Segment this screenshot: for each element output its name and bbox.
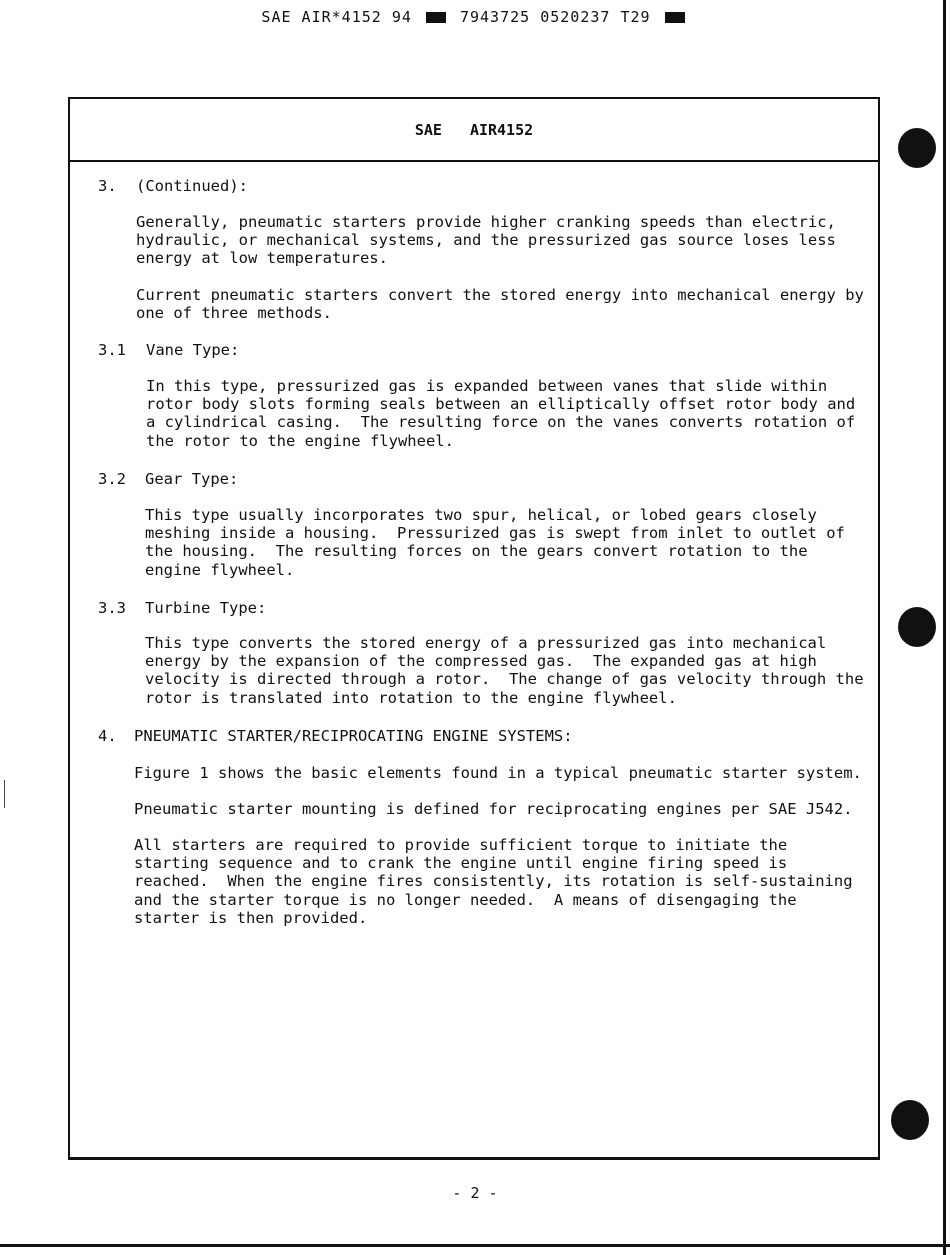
scan-margin-mark	[4, 780, 5, 808]
doc-title-org: SAE	[414, 121, 442, 139]
scan-header	[0, 8, 950, 26]
section-3-2-paragraph: This type usually incorporates two spur, helical, or lobed gears closely meshing inside a housing. Pressurized gas is swept from inlet to outlet of the housing. The resulting forces on the gears convert rotation to the engine flywheel.	[145, 506, 845, 579]
section-3-3-number: 3.3	[98, 599, 126, 617]
section-3-heading: (Continued):	[136, 177, 248, 195]
section-3-3-paragraph: This type converts the stored energy of a pressurized gas into mechanical energy by the expansion of the compressed gas. The expanded gas at high velocity is directed through a rotor. The change of gas velocity through the rotor is translated into rotation to the engine flywheel.	[145, 634, 864, 707]
section-3-2-number: 3.2	[98, 470, 126, 488]
section-4-paragraph-1: Figure 1 shows the basic elements found in a typical pneumatic starter system.	[134, 764, 862, 782]
scan-block-mark	[426, 12, 446, 23]
section-3-number: 3.	[98, 177, 117, 195]
doc-title	[68, 121, 880, 139]
scan-edge-right	[943, 0, 946, 1255]
binder-hole	[891, 1100, 929, 1140]
section-3-1-number: 3.1	[98, 341, 126, 359]
section-3-2-heading: Gear Type:	[145, 470, 239, 488]
section-4-paragraph-2: Pneumatic starter mounting is defined for reciprocating engines per SAE J542.	[134, 800, 853, 818]
section-3-paragraph-1: Generally, pneumatic starters provide higher cranking speeds than electric, hydraulic, or mechanical systems, and the pressurized gas source loses less energy at low temperatures.	[136, 213, 836, 268]
scan-edge-bottom	[0, 1244, 950, 1247]
section-3-1-paragraph: In this type, pressurized gas is expanded between vanes that slide within rotor body slots forming seals between an elliptically offset rotor body and a cylindrical casing. The resulting force on the vanes converts rotation of the rotor to the engine flywheel.	[146, 377, 856, 450]
binder-hole	[898, 128, 936, 168]
section-4-number: 4.	[98, 727, 117, 745]
section-4-paragraph-3: All starters are required to provide sufficient torque to initiate the starting sequence and to crank the engine until engine firing speed is reached. When the engine fires consistently, its rotation is self-sustaining and the starter torque is no longer needed. A means of disengaging the starter is then provided.	[134, 836, 853, 927]
scan-header-doc-id: SAE AIR*4152 94	[261, 8, 412, 26]
scan-header-barcode-text: 7943725 0520237 T29	[459, 8, 651, 26]
section-3-1-heading: Vane Type:	[146, 341, 240, 359]
doc-title-number: AIR4152	[469, 121, 534, 139]
section-3-paragraph-2: Current pneumatic starters convert the stored energy into mechanical energy by one of three methods.	[136, 286, 864, 323]
title-divider	[68, 160, 880, 162]
page-number: - 2 -	[452, 1184, 498, 1202]
scan-block-mark	[665, 12, 685, 23]
section-3-3-heading: Turbine Type:	[145, 599, 267, 617]
section-4-heading: PNEUMATIC STARTER/RECIPROCATING ENGINE SYSTEMS:	[134, 727, 573, 745]
binder-hole	[898, 607, 936, 647]
